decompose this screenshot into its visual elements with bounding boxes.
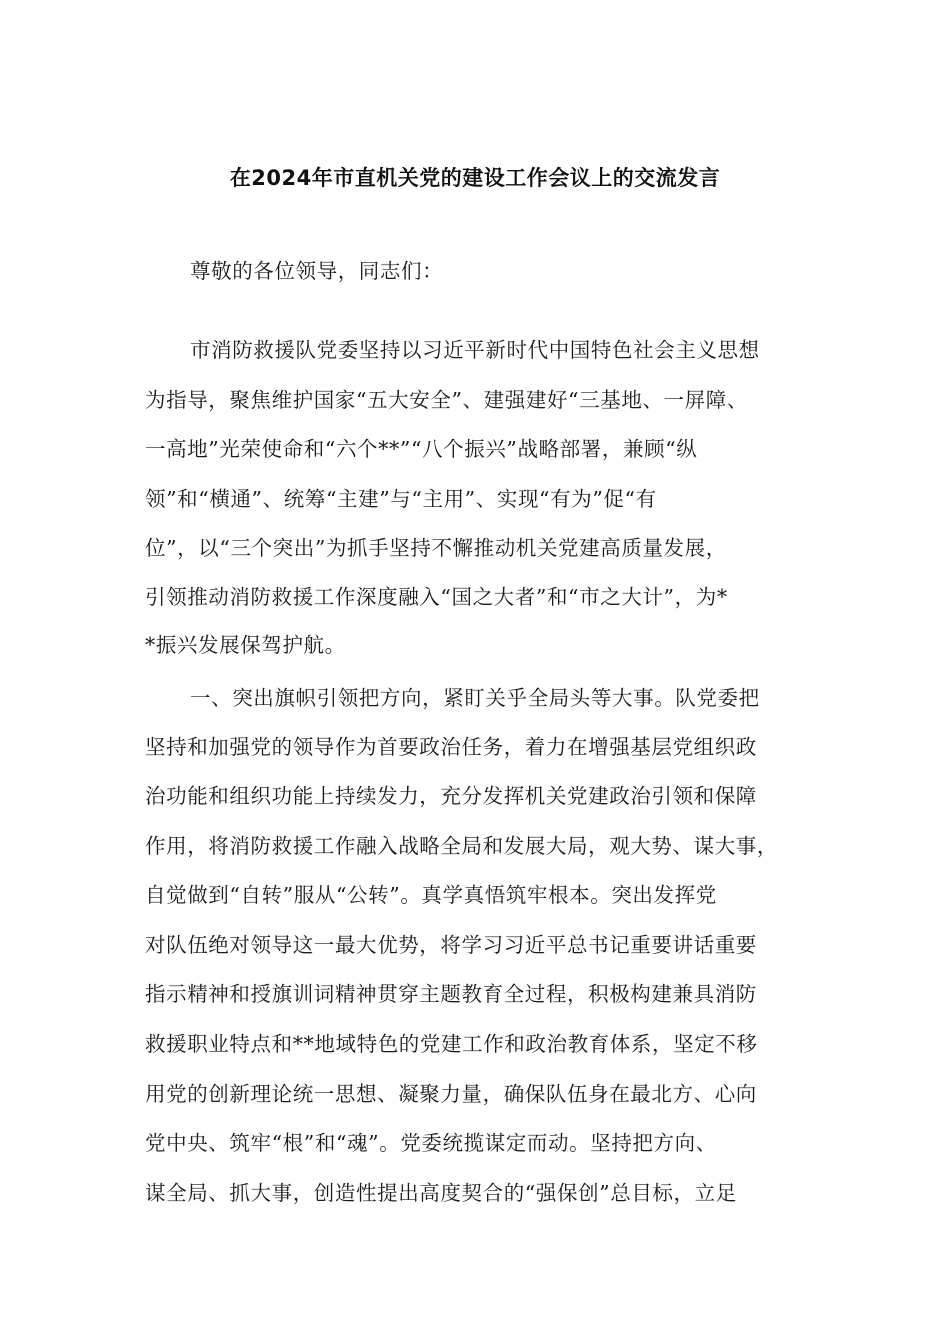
paragraph-2-line: 救援职业特点和**地域特色的党建工作和政治教育体系，坚定不移 xyxy=(145,1032,758,1056)
paragraph-1-line: 一高地”光荣使命和“六个**”“八个振兴”战略部署，兼顾“纵 xyxy=(145,437,698,461)
paragraph-2-line: 用党的创新理论统一思想、凝聚力量，确保队伍身在最北方、心向 xyxy=(145,1082,757,1106)
paragraph-1-line: 为指导，聚焦维护国家“五大安全”、建强建好“三基地、一屏障、 xyxy=(145,388,748,412)
salutation: 尊敬的各位领导，同志们： xyxy=(190,259,444,283)
paragraph-1-line: 市消防救援队党委坚持以习近平新时代中国特色社会主义思想 xyxy=(190,338,760,362)
paragraph-1-line: 位”，以“三个突出”为抓手坚持不懈推动机关党建高质量发展， xyxy=(145,536,727,560)
paragraph-1-line: 领”和“横通”、统筹“主建”与“主用”、实现“有为”促“有 xyxy=(145,487,657,511)
paragraph-1-line: *振兴发展保驾护航。 xyxy=(145,633,346,657)
paragraph-2-line: 对队伍绝对领导这一最大优势，将学习习近平总书记重要讲话重要 xyxy=(145,933,757,957)
paragraph-2-line: 谋全局、抓大事，创造性提出高度契合的“强保创”总目标，立足 xyxy=(145,1181,737,1205)
paragraph-2-line: 作用，将消防救援工作融入战略全局和发展大局，观大势、谋大事， xyxy=(145,834,778,858)
paragraph-2-line: 自觉做到“自转”服从“公转”。真学真悟筑牢根本。突出发挥党 xyxy=(145,883,717,907)
paragraph-2-line: 指示精神和授旗训词精神贯穿主题教育全过程，积极构建兼具消防 xyxy=(145,982,757,1006)
paragraph-2-line: 一、突出旗帜引领把方向，紧盯关乎全局头等大事。队党委把 xyxy=(190,686,760,710)
document-title: 在2024年市直机关党的建设工作会议上的交流发言 xyxy=(229,166,721,190)
paragraph-2-line: 党中央、筑牢“根”和“魂”。党委统揽谋定而动。坚持把方向、 xyxy=(145,1131,717,1155)
paragraph-2-line: 治功能和组织功能上持续发力，充分发挥机关党建政治引领和保障 xyxy=(145,784,757,808)
paragraph-2-line: 坚持和加强党的领导作为首要政治任务，着力在增强基层党组织政 xyxy=(145,735,757,759)
paragraph-1-line: 引领推动消防救援工作深度融入“国之大者”和“市之大计”，为* xyxy=(145,585,728,609)
